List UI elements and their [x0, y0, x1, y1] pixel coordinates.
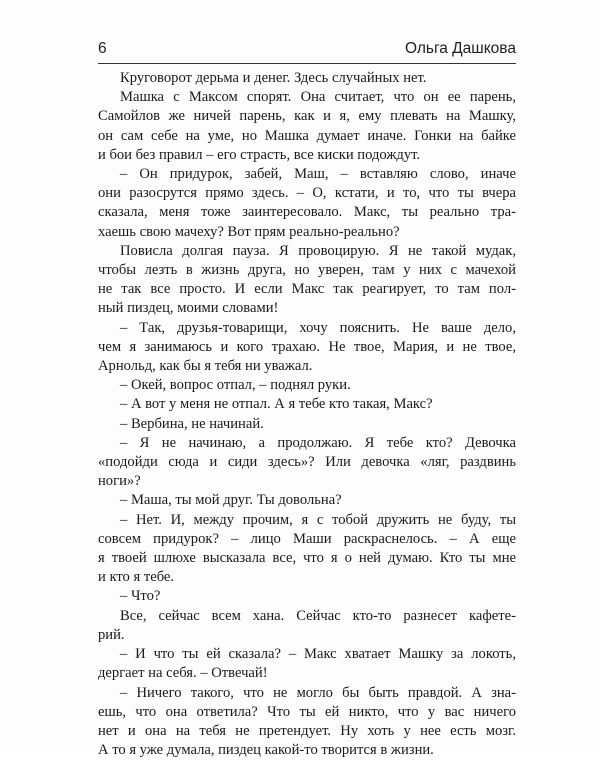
paragraph	[98, 376, 516, 395]
text-line: – Нет. И, между прочим, я с тобой дружить не буду, ты	[98, 511, 516, 530]
text-line: чтобы лезть в жизнь друга, но уверен, там у них с мачехой	[98, 261, 516, 280]
text-line: Арнольд, как бы я тебя ни уважал.	[98, 357, 516, 376]
paragraph	[98, 88, 516, 165]
text-line: – Я не начинаю, а продолжаю. Я тебе кто? Девочка	[98, 434, 516, 453]
paragraph	[98, 69, 516, 88]
paragraph	[98, 434, 516, 492]
text-line: ный пиздец, моими словами!	[98, 299, 516, 318]
text-line: – Что?	[98, 587, 516, 606]
text-line: рий.	[98, 626, 516, 645]
text-line: – Ничего такого, что не могло бы быть правдой. А зна-	[98, 684, 516, 703]
text-line: Машка с Максом спорят. Она считает, что он ее парень,	[98, 88, 516, 107]
text-line: – Окей, вопрос отпал, – поднял руки.	[98, 376, 516, 395]
paragraph	[98, 587, 516, 606]
text-line: Все, сейчас всем хана. Сейчас кто-то разнесет кафете-	[98, 607, 516, 626]
text-line: хаешь свою мачеху? Вот прям реально-реально?	[98, 223, 516, 242]
paragraph	[98, 684, 516, 760]
text-line: нет и она на тебя не претендует. Ну хоть у нее есть мозг.	[98, 722, 516, 741]
paragraph	[98, 165, 516, 242]
text-line: – Маша, ты мой друг. Ты довольна?	[98, 491, 516, 510]
text-line: они разосрутся прямо здесь. – О, кстати, и то, что ты вчера	[98, 184, 516, 203]
text-line: – Он придурок, забей, Маш, – вставляю слово, иначе	[98, 165, 516, 184]
paragraph	[98, 645, 516, 683]
text-line: Круговорот дерьма и денег. Здесь случайных нет.	[98, 69, 516, 88]
text-line: совсем придурок? – лицо Маши раскраснелось. – А еще	[98, 530, 516, 549]
text-line: «подойди сюда и сиди здесь»? Или девочка «ляг, раздвинь	[98, 453, 516, 472]
paragraph	[98, 511, 516, 588]
text-line: – А вот у меня не отпал. А я тебе кто такая, Макс?	[98, 395, 516, 414]
text-line: и бои без правил – его страсть, все киски подождут.	[98, 146, 516, 165]
text-line: – И что ты ей сказала? – Макс хватает Машку за локоть,	[98, 645, 516, 664]
paragraph	[98, 491, 516, 510]
text-line: – Так, друзья-товарищи, хочу пояснить. Не ваше дело,	[98, 319, 516, 338]
running-title: Ольга Дашкова	[405, 40, 516, 58]
header-rule	[98, 63, 516, 64]
text-line: я твоей шлюхе высказала все, что я о ней думаю. Кто ты мне	[98, 549, 516, 568]
paragraph	[98, 319, 516, 377]
page-header	[98, 35, 516, 65]
text-line: сказала, меня тоже заинтересовало. Макс, ты реально тра-	[98, 203, 516, 222]
paragraph	[98, 607, 516, 645]
text-line: ноги»?	[98, 472, 516, 491]
text-line: Повисла долгая пауза. Я провоцирую. Я не такой мудак,	[98, 242, 516, 261]
paragraph	[98, 395, 516, 414]
text-line: А то я уже думала, пиздец какой-то творится в жизни.	[98, 741, 516, 760]
body-text	[98, 69, 516, 760]
text-line: Самойлов же ничей парень, как и я, ему плевать на Машку,	[98, 107, 516, 126]
text-line: ешь, что она ответила? Что ты ей никто, что у вас ничего	[98, 703, 516, 722]
text-line: он сам себе на уме, но Машка думает иначе. Гонки на байке	[98, 127, 516, 146]
paragraph	[98, 242, 516, 319]
text-line: дергает на себя. – Отвечай!	[98, 664, 516, 683]
text-line: чем я занимаюсь и кого трахаю. Не твое, Мария, и не твое,	[98, 338, 516, 357]
text-line: и кто я тебе.	[98, 568, 516, 587]
text-line: – Вербина, не начинай.	[98, 415, 516, 434]
text-line: не так все просто. И если Макс так реагирует, то там пол-	[98, 280, 516, 299]
paragraph	[98, 415, 516, 434]
page-number: 6	[98, 40, 107, 58]
